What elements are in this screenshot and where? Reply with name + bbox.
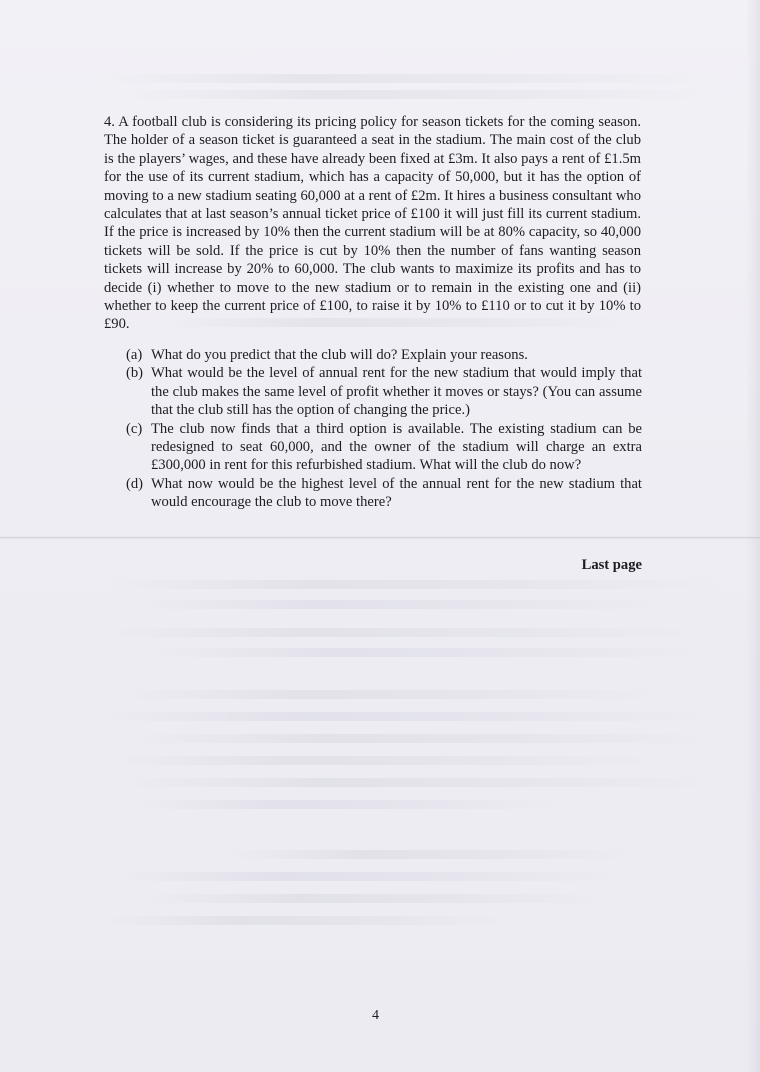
ghost-line <box>120 872 620 881</box>
question-part-b <box>126 364 642 419</box>
ghost-line <box>95 74 720 83</box>
page-number: 4 <box>372 1008 379 1023</box>
part-text: The club now finds that a third option is available. The existing stadium can be redesigned to seat 60,000, and the owner of the stadium will charge an extra £300,000 in rent for this refurbished stadium. What will the club do now? <box>151 420 642 474</box>
part-label: (d) <box>126 475 144 492</box>
question-part-a <box>126 346 642 364</box>
ghost-line <box>230 850 630 859</box>
ghost-line <box>95 628 720 637</box>
question-4 <box>104 113 641 334</box>
part-text: What do you predict that the club will do? Explain your reasons. <box>151 347 528 363</box>
part-label: (c) <box>126 420 143 437</box>
question-part-c <box>126 420 642 475</box>
part-label: (b) <box>126 365 144 382</box>
ghost-line <box>130 734 720 743</box>
part-text: What now would be the highest level of the annual rent for the new stadium that would encourage the club to move there? <box>151 475 642 511</box>
ghost-line <box>95 712 720 721</box>
ghost-line <box>140 800 560 809</box>
ghost-line <box>130 600 680 609</box>
ghost-line <box>120 90 720 99</box>
question-text: 4. A football club is considering its pricing policy for season tickets for the coming season. The holder of a season ticket is guaranteed a seat in the stadium. The main cost of the club is the players’ wages, and these have already been fixed at £3m. It also pays a rent of £1.5m for the use of its current stadium, which has a capacity of 50,000, but it has the option of moving to a new stadium seating 60,000 at a rent of £2m. It hires a business consultant who calculates that at last season’s annual ticket price of £100 it will just fill its current stadium. If the price is increased by 10% then the current stadium will be at 80% capacity, so 40,000 tickets will be sold. If the price is cut by 10% then the number of fans wanting season tickets will increase by 20% to 60,000. The club wants to maximize its profits and has to decide (i) whether to move to the new stadium or to remain in the existing one and (ii) whether to keep the current price of £100, to raise it by 10% to £110 or to cut it by 10% to £90. <box>104 114 641 333</box>
ghost-line <box>110 580 720 589</box>
ghost-line <box>140 648 720 657</box>
ghost-line <box>110 756 660 765</box>
paper-fold-line <box>0 536 760 539</box>
question-parts <box>126 346 642 512</box>
question-part-d <box>126 475 642 512</box>
ghost-line <box>110 916 500 925</box>
ghost-line <box>120 690 670 699</box>
ghost-line <box>150 894 600 903</box>
part-text: What would be the level of annual rent for the new stadium that would imply that the club makes the same level of profit whether it moves or stays? (You can assume that the club still has the option of changing the price.) <box>151 365 642 419</box>
last-page-label: Last page <box>581 557 642 573</box>
paper-edge-shadow <box>746 0 760 1072</box>
part-label: (a) <box>126 347 143 363</box>
ghost-line <box>120 778 720 787</box>
